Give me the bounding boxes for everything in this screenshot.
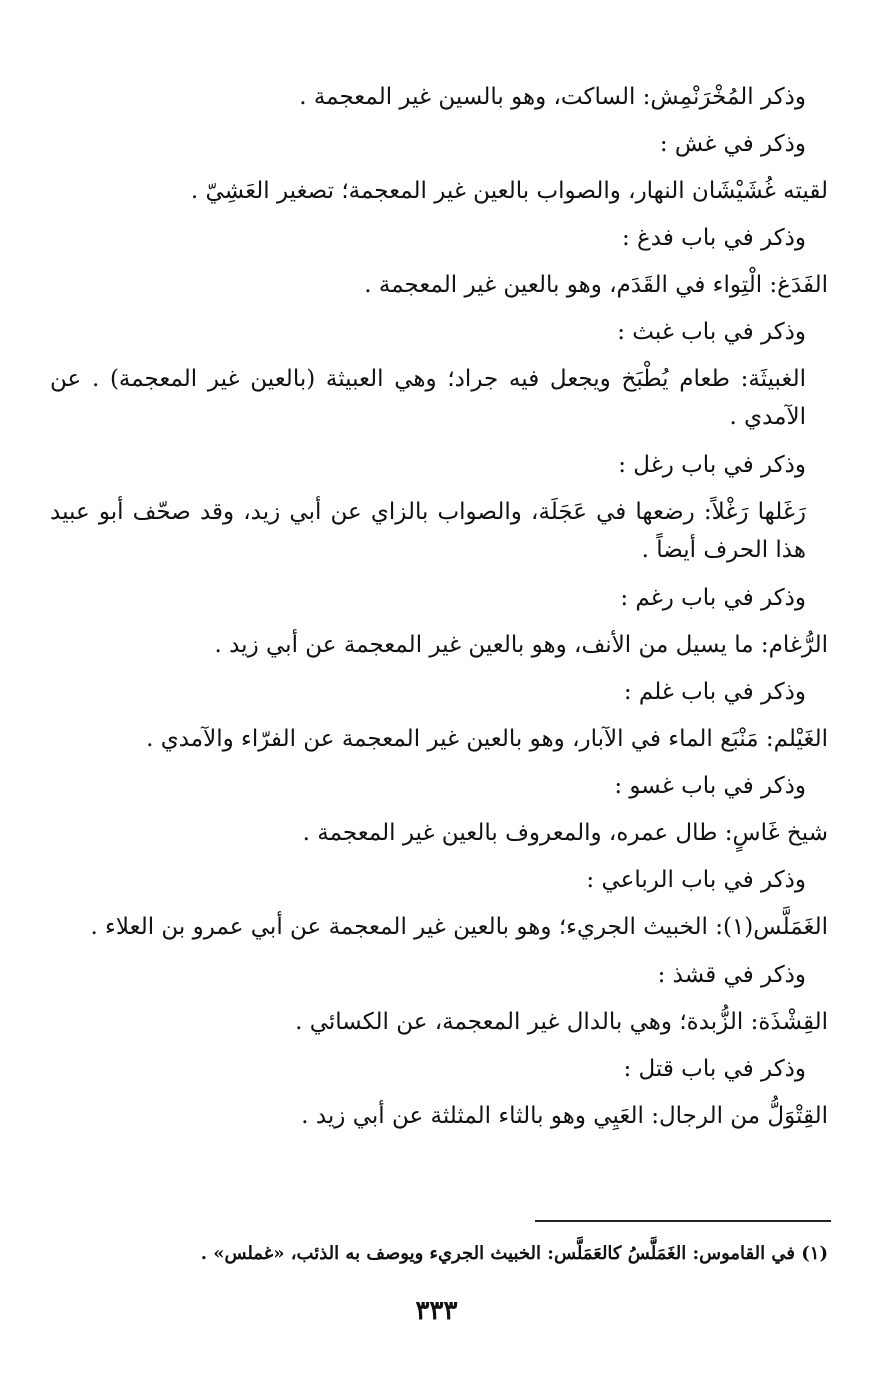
entry-line: الغَيْلم: مَنْبَع الماء في الآبار، وهو بالعين غير المعجمة عن الفرّاء والآمدي .: [146, 726, 828, 752]
entry-line: الغَمَلَّس(١): الخبيث الجريء؛ وهو بالعين غير المعجمة عن أبي عمرو بن العلاء .: [90, 914, 828, 940]
entry-line: الغبيثَة: طعام يُطْبَخ ويجعل فيه جراد؛ وهي العبيثة (بالعين غير المعجمة) . عن الآمدي .: [50, 366, 806, 430]
entry-line: شيخ غَاسٍ: طال عمره، والمعروف بالعين غير المعجمة .: [302, 820, 828, 846]
main-text: [50, 74, 828, 1140]
entry-line: القِشْذَة: الزُّبدة؛ وهي بالدال غير المعجمة، عن الكسائي .: [295, 1009, 828, 1035]
section-heading: وذكر في باب الرباعي :: [586, 867, 806, 893]
entry-line: القِتْوَلُّ من الرجال: العَيِي وهو بالثاء المثلثة عن أبي زيد .: [301, 1103, 828, 1129]
section-heading: وذكر في غش :: [659, 131, 806, 157]
section-heading: وذكر في باب رغم :: [620, 585, 806, 611]
page-number: ٣٣٣: [415, 1296, 458, 1326]
footnote-divider: [535, 1220, 831, 1222]
section-heading: وذكر في باب قتل :: [623, 1056, 806, 1082]
section-heading: وذكر في باب غبث :: [617, 319, 806, 345]
footnote: (١) في القاموس: الغَمَلَّسُ كالعَمَلَّس: الخبيث الجريء ويوصف به الذئب، «غملس» .: [200, 1243, 828, 1264]
section-heading: وذكر في باب غلم :: [623, 679, 806, 705]
section-heading: وذكر في باب رغل :: [618, 452, 806, 478]
section-heading: وذكر في باب فدغ :: [622, 225, 806, 251]
entry-line: لقيته غُشَيْشَان النهار، والصواب بالعين غير المعجمة؛ تصغير العَشِيّ .: [190, 178, 828, 204]
entry-line: الفَدَغ: الْتِواء في القَدَم، وهو بالعين غير المعجمة .: [364, 272, 828, 298]
entry-line: رَغَلها رَغْلاً: رضعها في عَجَلَة، والصواب بالزاي عن أبي زيد، وقد صحّف أبو عبيد هذا الحرف أيضاً .: [50, 499, 806, 563]
section-heading: وذكر في باب غسو :: [614, 773, 806, 799]
section-heading: وذكر في قشذ :: [657, 962, 806, 988]
entry-line: وذكر المُخْرَنْمِش: الساكت، وهو بالسين غير المعجمة .: [299, 84, 806, 110]
entry-line: الرُّغام: ما يسيل من الأنف، وهو بالعين غير المعجمة عن أبي زيد .: [214, 632, 828, 658]
